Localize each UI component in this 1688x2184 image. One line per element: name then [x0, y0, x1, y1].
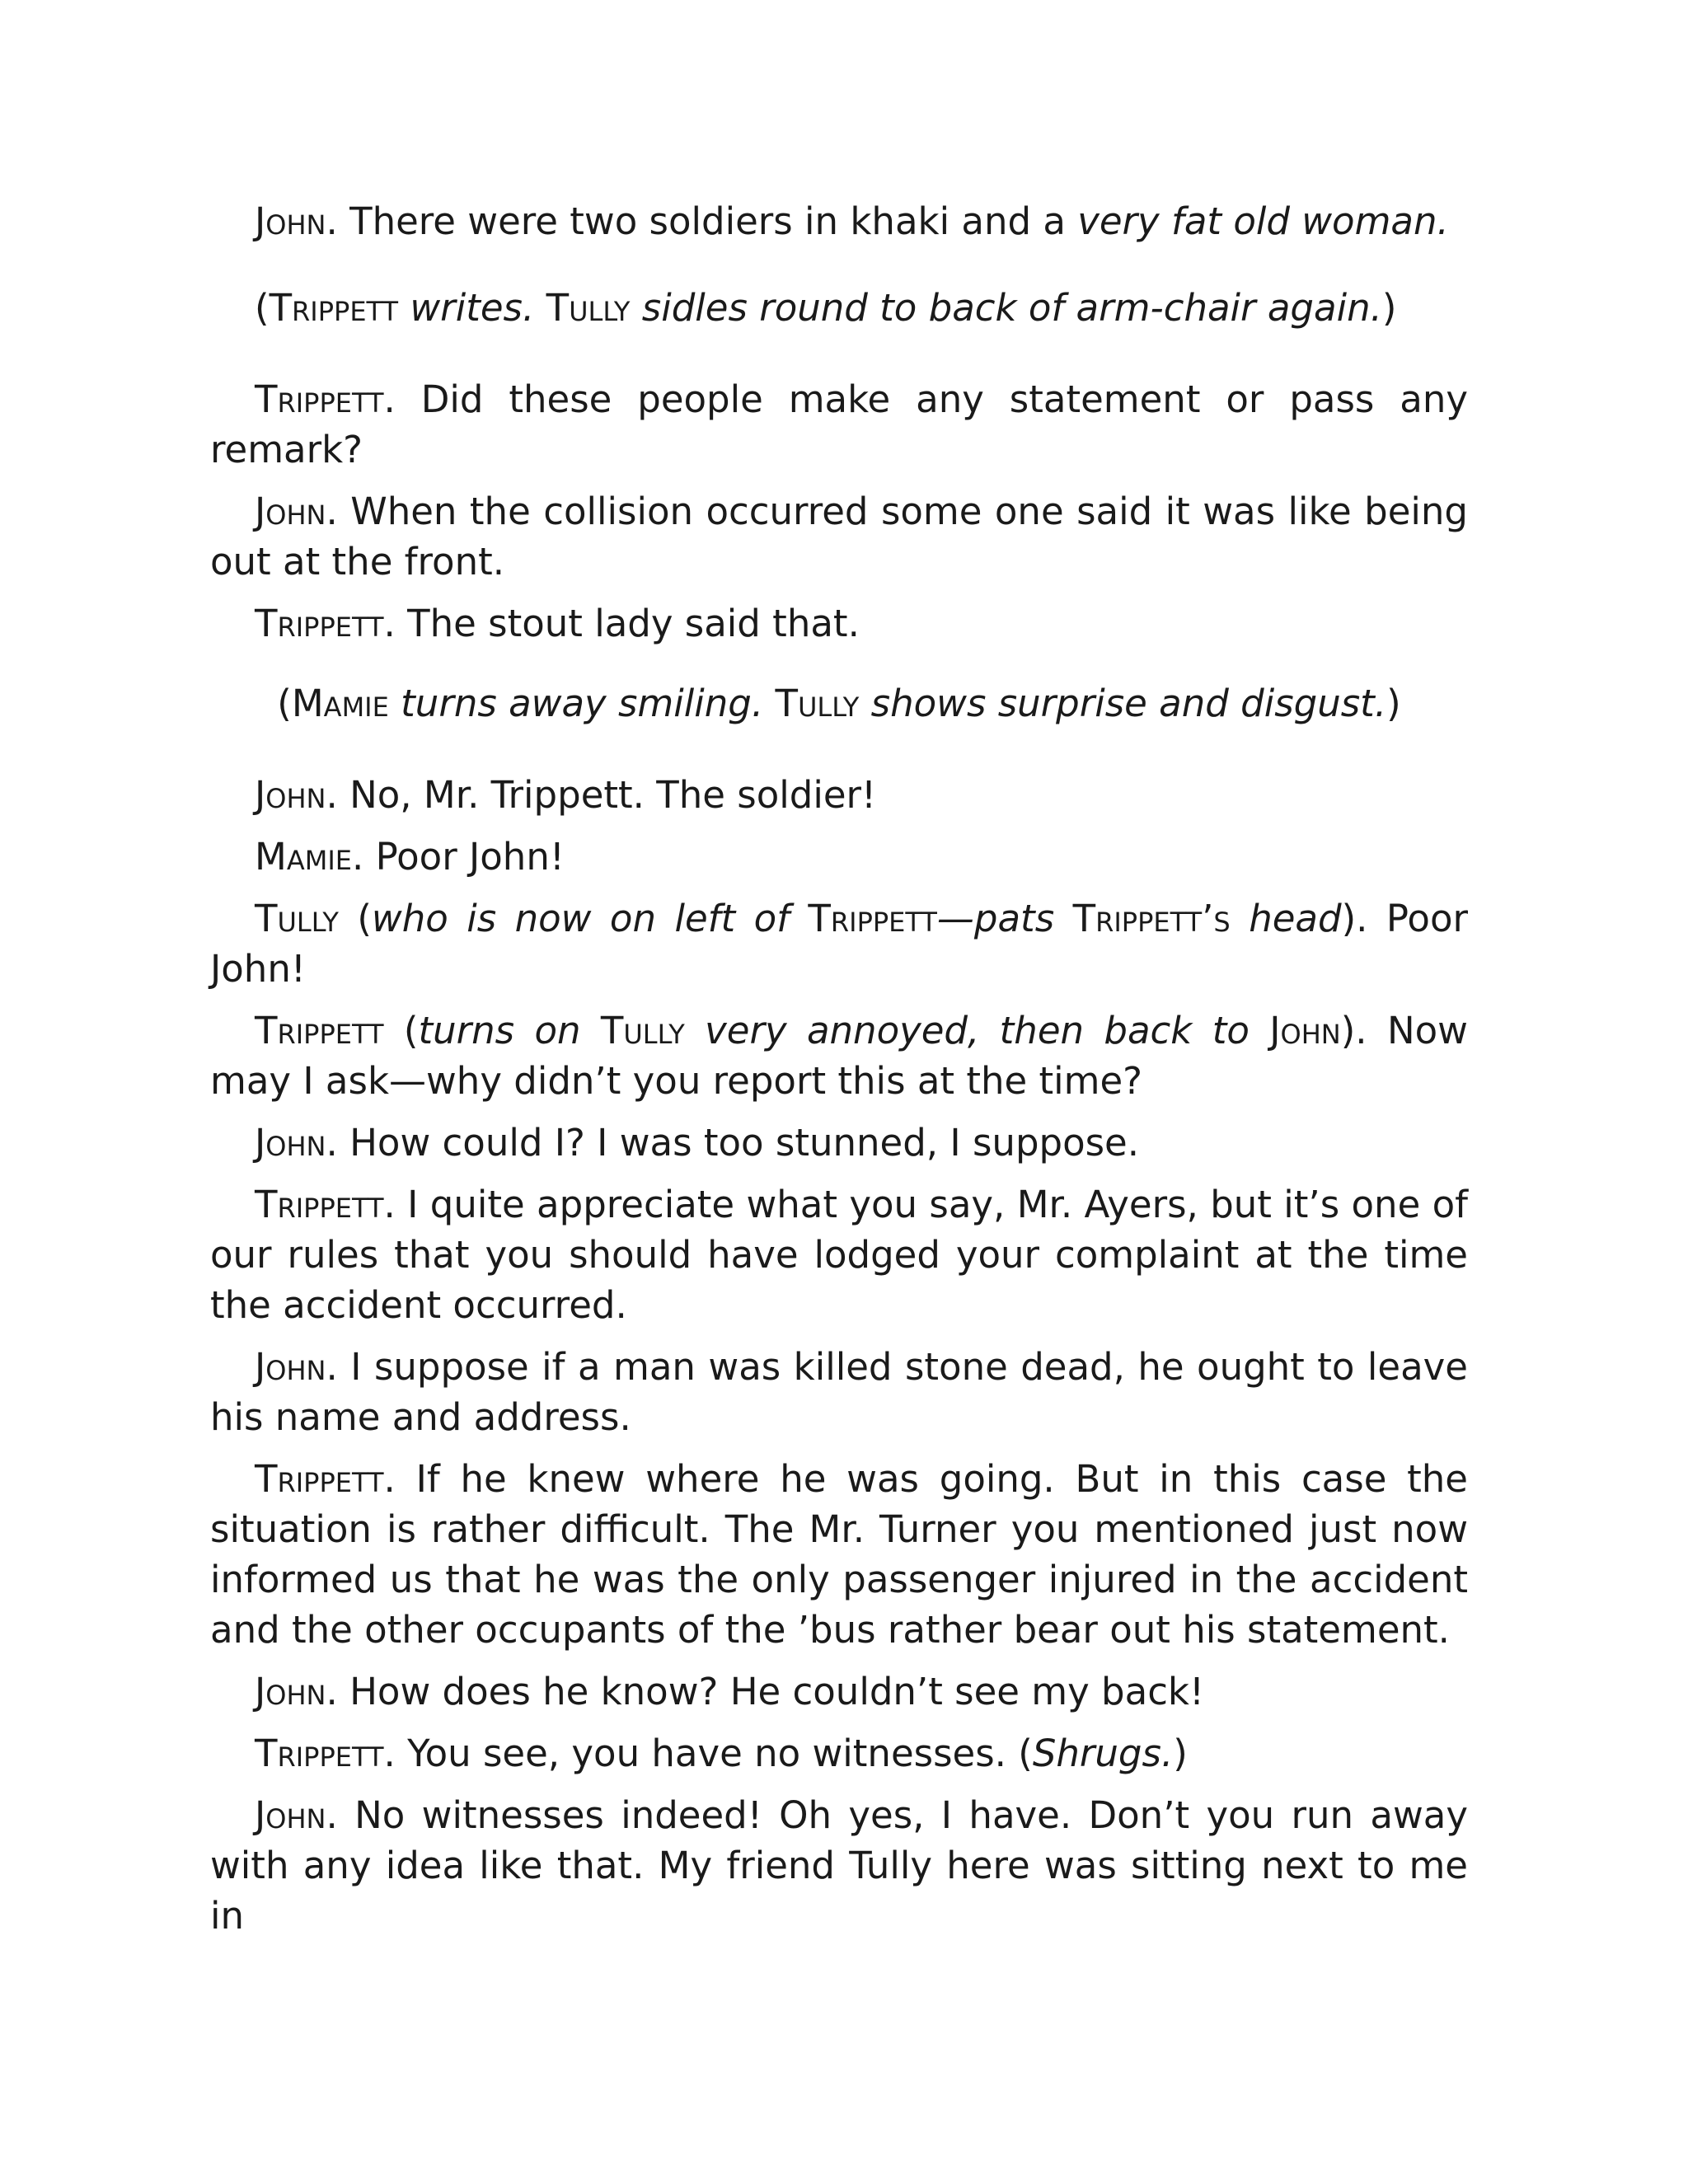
character-name: John [1269, 1009, 1341, 1052]
character-name: Mamie [291, 682, 389, 725]
dialogue-text: . You see, you have no witnesses. ( [383, 1732, 1033, 1775]
speaker-name: Trippett [255, 1457, 384, 1501]
paren: ( [277, 682, 292, 725]
direction-text: head [1230, 897, 1342, 940]
character-name: Tully [775, 682, 860, 725]
direction-text: shows surprise and disgust. [859, 682, 1387, 725]
direction-text: turns away smiling. [388, 682, 776, 725]
speaker-name: John [255, 1345, 326, 1389]
speaker-name: Trippett [255, 602, 384, 645]
dialogue-line [210, 832, 1468, 882]
dialogue-line [210, 486, 1468, 587]
dialogue-line [210, 1454, 1468, 1655]
speaker-name: John [255, 1670, 326, 1713]
dialogue-line [210, 1118, 1468, 1168]
speaker-name: John [255, 1121, 326, 1165]
dialogue-text: ). Now may I ask—why didn’t you report this at the time? [210, 1009, 1468, 1103]
dialogue-italic: very fat old woman. [1077, 199, 1449, 243]
character-name: Trippett’s [1072, 897, 1231, 940]
speaker-name: John [255, 490, 326, 533]
dialogue-text: . The stout lady said that. [383, 602, 860, 645]
dialogue-text: . How does he know? He couldn’t see my back! [326, 1670, 1205, 1713]
dialogue-line [210, 374, 1468, 475]
speaker-name: Trippett [255, 1183, 384, 1226]
direction-text: writes. [398, 286, 546, 330]
dialogue-line [210, 1005, 1468, 1106]
dialogue-text: ). Poor John! [210, 897, 1468, 991]
stage-direction [210, 678, 1468, 729]
speaker-name: Trippett [255, 377, 384, 421]
paren: ( [255, 286, 270, 330]
character-name: Trippett [808, 897, 937, 940]
dialogue-line [210, 196, 1468, 246]
stage-direction [210, 283, 1468, 333]
speaker-name: Mamie [255, 835, 352, 879]
character-name: Trippett [269, 286, 399, 330]
paren: ) [1381, 286, 1397, 330]
direction-text: very annoyed, then back to [684, 1009, 1270, 1052]
character-name: Tully [546, 286, 631, 330]
speaker-name: John [255, 773, 326, 817]
dialogue-text: ( [338, 897, 372, 940]
dialogue-text: . No witnesses indeed! Oh yes, I have. Don’t you run away with any idea like that. My friend Tully here was sitting next to me in [210, 1793, 1468, 1938]
direction-text: who is now on left of [371, 897, 809, 940]
dialogue-line [210, 770, 1468, 820]
character-name: Tully [600, 1009, 685, 1052]
dialogue-text: . If he knew where he was going. But in this case the situation is rather difficult. The Mr. Turner you mentioned just now informed us that he was the only passenger injured in the accident and the other occupants of the ’bus rather bear out his statement. [210, 1457, 1468, 1652]
direction-text: Shrugs. [1032, 1732, 1174, 1775]
dialogue-text: . How could I? I was too stunned, I suppose. [326, 1121, 1140, 1165]
direction-text: turns on [418, 1009, 601, 1052]
dialogue-line [210, 1179, 1468, 1330]
dialogue-text: . Did these people make any statement or pass any remark? [210, 377, 1468, 471]
dialogue-line [210, 1728, 1468, 1779]
script-page [210, 196, 1468, 1952]
direction-text: sidles round to back of arm-chair again. [630, 286, 1382, 330]
dialogue-line [210, 1666, 1468, 1717]
dialogue-line [210, 893, 1468, 994]
dialogue-text: . No, Mr. Trippett. The soldier! [326, 773, 877, 817]
speaker-name: Trippett [255, 1009, 384, 1052]
dialogue-text: ( [383, 1009, 419, 1052]
direction-text: —pats [936, 897, 1073, 940]
paren: ) [1386, 682, 1401, 725]
dialogue-line [210, 1790, 1468, 1941]
speaker-name: Tully [255, 897, 339, 940]
dialogue-text: . I suppose if a man was killed stone dead, he ought to leave his name and address. [210, 1345, 1468, 1439]
dialogue-line [210, 598, 1468, 649]
dialogue-text: . Poor John! [351, 835, 565, 879]
speaker-name: John [255, 1793, 326, 1837]
dialogue-text: . There were two soldiers in khaki and a [326, 199, 1078, 243]
speaker-name: Trippett [255, 1732, 384, 1775]
dialogue-text: . When the collision occurred some one said it was like being out at the front. [210, 490, 1468, 583]
dialogue-text: ) [1173, 1732, 1188, 1775]
dialogue-line [210, 1342, 1468, 1442]
dialogue-text: . I quite appreciate what you say, Mr. Ayers, but it’s one of our rules that you should have lodged your complaint at the time the accident occurred. [210, 1183, 1468, 1327]
speaker-name: John [255, 199, 326, 243]
